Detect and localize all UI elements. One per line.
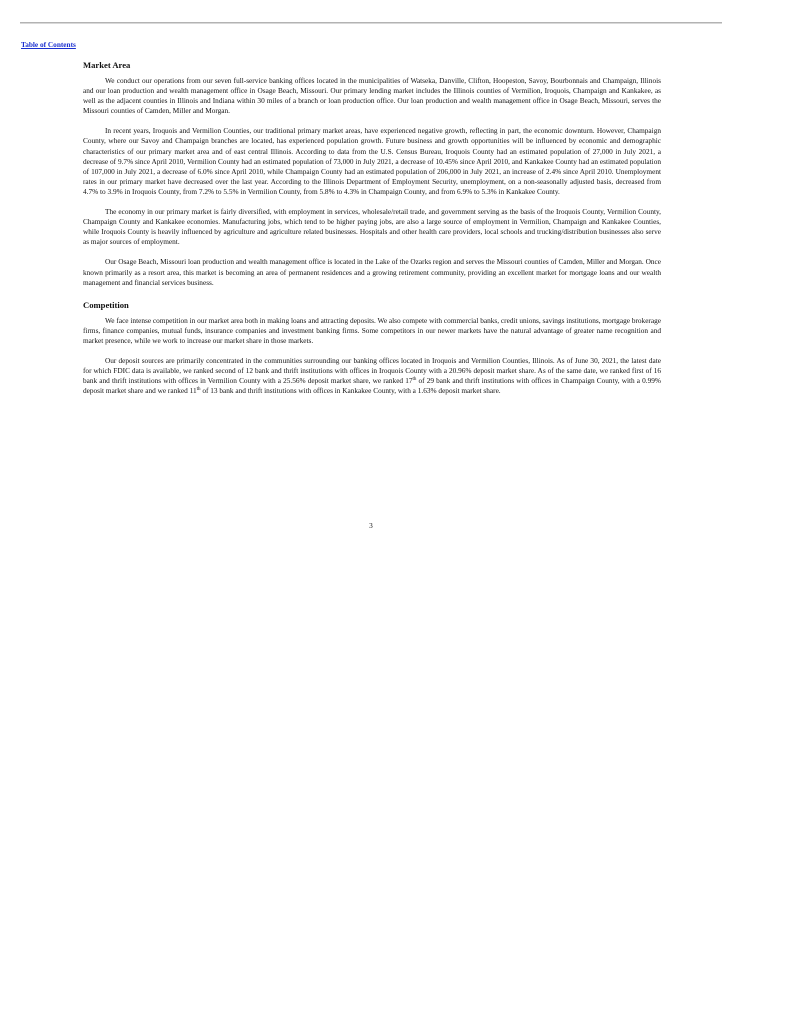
ordinal-suffix: th xyxy=(196,387,201,393)
page-number: 3 xyxy=(369,521,373,530)
competition-paragraph-1: We face intense competition in our market area both in making loans and attracting deposits. We also compete with commercial banks, credit unions, savings institutions, mortgage brokerage firms, finance companies, mutual funds, insurance companies and investment banking firms. Some competitors in our newer markets have the natural advantage of greater name recognition and market presence, while we work to increase our market share in those markets. xyxy=(83,315,661,345)
market-area-heading: Market Area xyxy=(83,60,131,70)
market-area-paragraph-1: We conduct our operations from our seven full-service banking offices located in the municipalities of Watseka, Danville, Clifton, Hoopeston, Savoy, Bourbonnais and Champaign, Illinois and our loan production and wealth management office in Osage Beach, Missouri. Our primary lending market includes the Illinois counties of Vermilion, Iroquois, Champaign and Kankakee, as well as the adjacent counties in Illinois and Indiana within 30 miles of a branch or loan production office. Our loan production and wealth management office in Osage Beach, Missouri, serves the Missouri counties of Camden, Miller and Morgan. xyxy=(83,76,661,116)
competition-paragraph-2-part-a: Our deposit sources are primarily concentrated in the communities surrounding our banking offices located in Iroquois and Vermilion Counties, Illinois. As of June 30, 2021, the latest date for which FDIC data is available, we ranked second of 12 bank and thrift institutions with offices in Iroquois County with a 20.96% deposit market share. As of the same date, we ranked first of 16 bank and thrift institutions with offices in Vermilion County with a 25.56% deposit market share, we ranked 17 xyxy=(83,355,661,386)
market-area-paragraph-4: Our Osage Beach, Missouri loan production and wealth management office is located in the Lake of the Ozarks region and serves the Missouri counties of Camden, Miller and Morgan. Once known primarily as a resort area, this market is becoming an area of permanent residences and a growing retirement community, providing an excellent market for mortgage loans and our wealth management and financial services business. xyxy=(83,257,661,287)
document-body xyxy=(83,60,661,396)
competition-paragraph-2 xyxy=(83,356,661,396)
market-area-paragraph-3: The economy in our primary market is fairly diversified, with employment in services, wholesale/retail trade, and government serving as the basis of the Iroquois County, Vermilion County, Champaign County and Kankakee economies. Manufacturing jobs, which tend to be higher paying jobs, are also a large source of employment in Vermilion, Champaign and Kankakee Counties, while Iroquois County is heavily influenced by agriculture and agriculture related businesses. Hospitals and other health care providers, local schools and trucking/distribution businesses also serve as major sources of employment. xyxy=(83,207,661,247)
table-of-contents-link[interactable]: Table of Contents xyxy=(21,40,76,49)
competition-heading: Competition xyxy=(83,299,129,310)
ordinal-suffix: th xyxy=(412,377,417,383)
competition-paragraph-2-part-b: of 29 bank and thrift institutions with offices in Champaign County, with a 0.99% deposit market share and we ranked 11 xyxy=(83,376,661,396)
market-area-paragraph-2: In recent years, Iroquois and Vermilion Counties, our traditional primary market areas, have experienced negative growth, reflecting in part, the economic downturn. However, Champaign County, where our Savoy and Champaign branches are located, has experienced population growth. Future business and growth opportunities will be influenced by economic and demographic characteristics of our primary market area and of east central Illinois. According to data from the U.S. Census Bureau, Iroquois County had an estimated population of 27,000 in July 2021, a decrease of 9.7% since April 2010, Vermilion County had an estimated population of 73,000 in July 2021, a decrease of 10.45% since April 2010, and Kankakee County had an estimated population of 107,000 in July 2021, a decrease of 6.0% since April 2010, while Champaign County had an estimated population of 206,000 in July 2021, an increase of 2.4% since April 2010. Unemployment rates in our primary market have decreased over the last year. According to the Illinois Department of Employment Security, unemployment, on a non-seasonally adjusted basis, decreased from 4.7% to 3.9% in Iroquois County, from 7.2% to 5.5% in Vermilion County, from 5.8% to 4.3% in Champaign County, and from 6.9% to 5.3% in Kankakee County. xyxy=(83,126,661,196)
competition-paragraph-2-part-c: of 13 bank and thrift institutions with offices in Kankakee County, with a 1.63% deposit market share. xyxy=(200,386,501,396)
top-horizontal-rule xyxy=(20,22,722,24)
